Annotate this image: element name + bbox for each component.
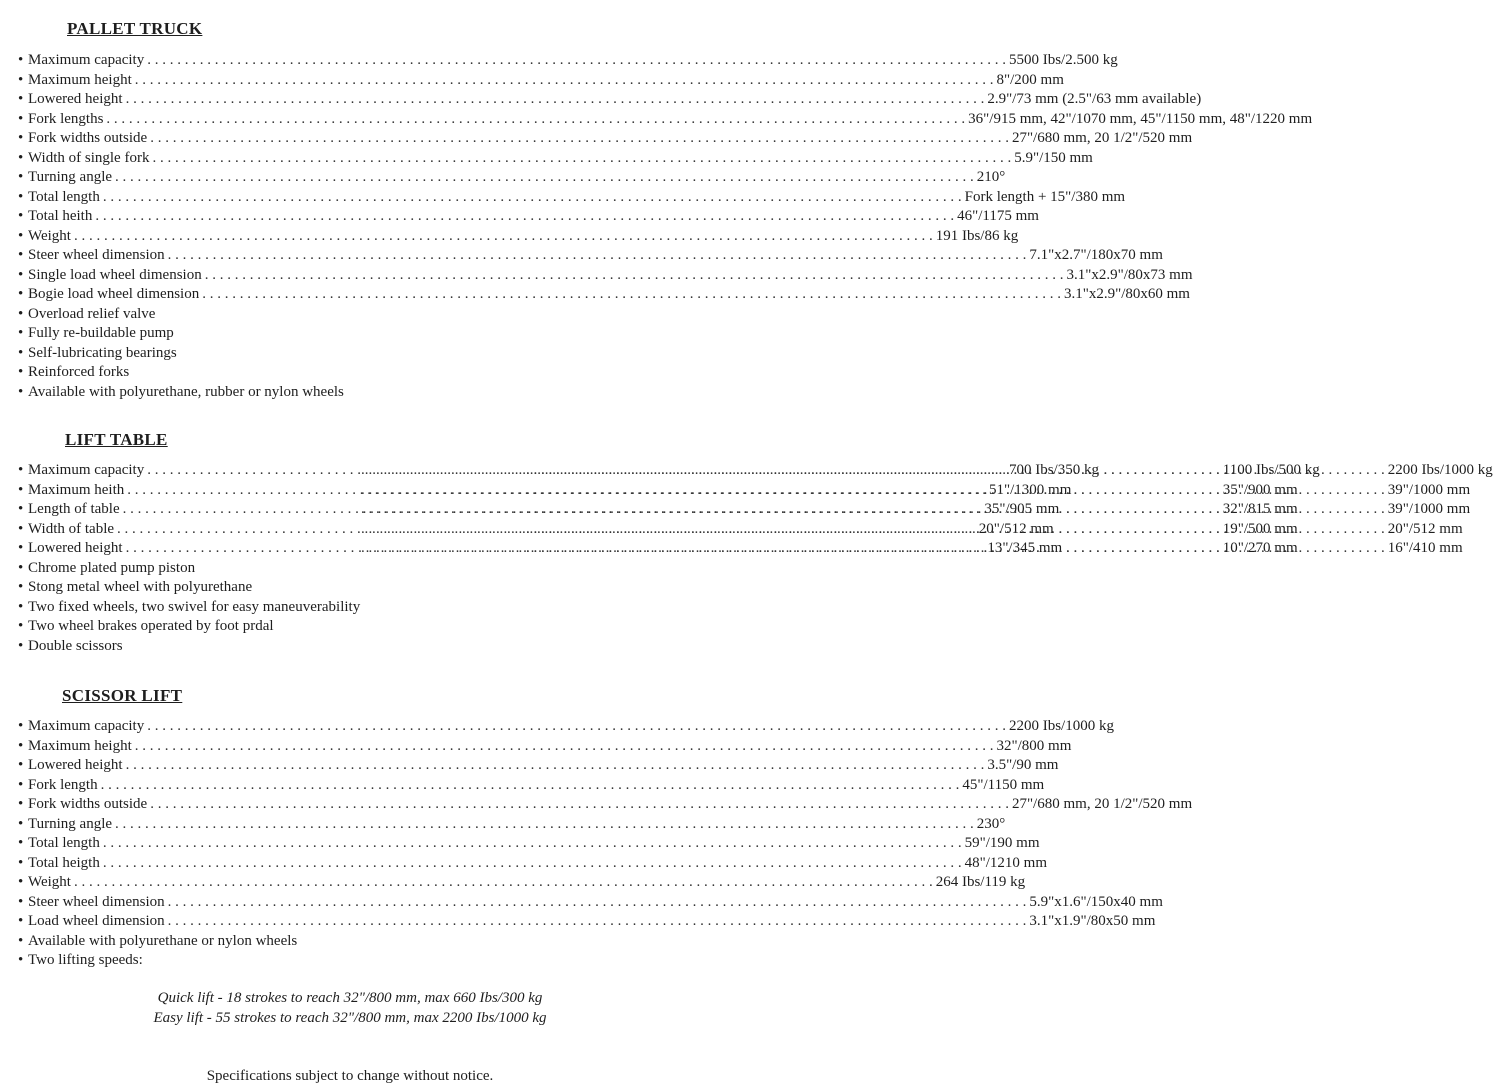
dot-leader xyxy=(202,285,1061,304)
spec-label: Total length xyxy=(28,189,100,205)
spec-row xyxy=(18,90,1202,109)
bullet: • xyxy=(18,560,24,576)
dot-leader xyxy=(168,246,1027,265)
feature-label: Reinforced forks xyxy=(28,364,130,380)
dot-leader xyxy=(135,737,994,756)
spec-cell xyxy=(523,500,1470,519)
dot-leader xyxy=(126,90,985,109)
bullet: • xyxy=(18,638,24,654)
spec-label: Width of table xyxy=(28,521,115,537)
bullet: • xyxy=(18,208,24,224)
spec-cell xyxy=(28,500,1060,519)
spec-value: 2200 Ibs/1000 kg xyxy=(1008,718,1114,734)
spec-value: 35"/905 mm xyxy=(984,501,1060,517)
dot-leader xyxy=(526,500,1385,519)
bullet: • xyxy=(18,540,24,556)
spec-row xyxy=(18,285,1190,304)
dot-leader xyxy=(126,756,985,775)
bullet: • xyxy=(18,482,24,498)
spec-row xyxy=(18,854,1047,873)
feature-label: Overload relief valve xyxy=(28,306,156,322)
spec-value: 32"/815 mm xyxy=(1222,501,1298,517)
spec-label: Maximum capacity xyxy=(28,52,145,68)
spec-value: 3.1"x2.9"/80x73 mm xyxy=(1066,267,1193,283)
spec-row xyxy=(18,873,1026,892)
dot-leader xyxy=(526,481,1385,500)
spec-row xyxy=(18,737,1072,756)
spec-label: Lowered height xyxy=(28,91,123,107)
feature-label: Two wheel brakes operated by foot prdal xyxy=(28,618,274,634)
dot-leader xyxy=(103,834,962,853)
spec-row xyxy=(18,795,1193,814)
feature-row xyxy=(18,305,680,324)
bullet: • xyxy=(18,618,24,634)
feature-label: Available with polyurethane or nylon wheels xyxy=(28,933,298,949)
feature-row xyxy=(18,344,680,363)
bullet: • xyxy=(18,874,24,890)
spec-value: 16"/410 mm xyxy=(1387,540,1463,556)
spec-cell xyxy=(28,481,1072,500)
spec-row xyxy=(18,815,1006,834)
dot-leader xyxy=(150,795,1009,814)
dot-leader xyxy=(150,129,1009,148)
spec-value: 3.1"x2.9"/80x60 mm xyxy=(1063,286,1190,302)
spec-label: Fork widths outside xyxy=(28,796,148,812)
spec-label: Steer wheel dimension xyxy=(28,894,165,910)
dot-leader xyxy=(205,266,1064,285)
scissor-lift-title: SCISSOR LIFT xyxy=(62,686,183,705)
bullet: • xyxy=(18,267,24,283)
spec-cell xyxy=(28,461,1099,480)
spec-label: Single load wheel dimension xyxy=(28,267,202,283)
dot-leader xyxy=(526,520,1385,539)
spec-cell xyxy=(523,461,1493,480)
spec-label: Lowered height xyxy=(28,757,123,773)
footer-disclaimer: Specifications subject to change without notice. xyxy=(206,1068,494,1084)
spec-label: Turning angle xyxy=(28,816,113,832)
feature-row xyxy=(18,598,680,617)
bullet: • xyxy=(18,933,24,949)
bullet: • xyxy=(18,835,24,851)
dot-leader xyxy=(526,539,1385,558)
spec-value: 19"/500 mm xyxy=(1222,521,1298,537)
feature-row xyxy=(18,578,680,597)
bullet: • xyxy=(18,150,24,166)
spec-row xyxy=(18,149,1093,168)
spec-value: 46"/1175 mm xyxy=(957,208,1039,224)
spec-value: 35"/900 mm xyxy=(1222,482,1298,498)
feature-row xyxy=(18,637,680,656)
spec-value: 45"/1150 mm xyxy=(962,777,1045,793)
dot-leader xyxy=(526,461,1385,480)
spec-value: 210° xyxy=(976,169,1006,185)
spec-value: 191 Ibs/86 kg xyxy=(935,228,1019,244)
bullet: • xyxy=(18,130,24,146)
spec-row xyxy=(18,912,1156,931)
dot-leader xyxy=(147,717,1006,736)
spec-row xyxy=(18,188,1126,207)
feature-row xyxy=(18,617,680,636)
spec-value: 32"/800 mm xyxy=(996,738,1072,754)
spec-row xyxy=(18,266,1193,285)
spec-value: 264 Ibs/119 kg xyxy=(935,874,1026,890)
feature-row xyxy=(18,932,680,951)
spec-value: 59"/190 mm xyxy=(964,835,1040,851)
dot-leader xyxy=(115,815,974,834)
spec-label: Fork lengths xyxy=(28,111,104,127)
bullet: • xyxy=(18,501,24,517)
spec-cell xyxy=(28,539,1063,558)
pallet-truck-title: PALLET TRUCK xyxy=(67,19,203,38)
spec-value: 48"/1210 mm xyxy=(964,855,1047,871)
dot-leader xyxy=(103,854,962,873)
spec-label: Lowered height xyxy=(28,540,123,556)
feature-label: Double scissors xyxy=(28,638,123,654)
spec-value: 3.1"x1.9"/80x50 mm xyxy=(1029,913,1156,929)
dot-leader xyxy=(103,188,962,207)
dot-leader xyxy=(74,873,933,892)
bullet: • xyxy=(18,777,24,793)
spec-value: 51"/1300 mm xyxy=(989,482,1072,498)
spec-value: 5500 Ibs/2.500 kg xyxy=(1008,52,1118,68)
spec-value: 39"/1000 mm xyxy=(1387,501,1471,517)
spec-value: 39"/1000 mm xyxy=(1387,482,1471,498)
spec-label: Maximum heith xyxy=(28,482,125,498)
spec-label: Length of table xyxy=(28,501,120,517)
spec-row xyxy=(18,129,1193,148)
feature-label: Stong metal wheel with polyurethane xyxy=(28,579,253,595)
spec-label: Steer wheel dimension xyxy=(28,247,165,263)
spec-label: Load wheel dimension xyxy=(28,913,165,929)
spec-value: 1100 Ibs/500 kg xyxy=(1222,462,1320,478)
spec-row xyxy=(18,227,1019,246)
spec-row xyxy=(18,539,1463,558)
bullet: • xyxy=(18,52,24,68)
bullet: • xyxy=(18,718,24,734)
bullet: • xyxy=(18,521,24,537)
bullet: • xyxy=(18,894,24,910)
bullet: • xyxy=(18,816,24,832)
spec-row xyxy=(18,834,1040,853)
spec-row xyxy=(18,71,1064,90)
feature-label: Available with polyurethane, rubber or nylon wheels xyxy=(28,384,344,400)
feature-label: Chrome plated pump piston xyxy=(28,560,196,576)
bullet: • xyxy=(18,599,24,615)
bullet: • xyxy=(18,364,24,380)
bullet: • xyxy=(18,306,24,322)
spec-value: 700 Ibs/350 kg xyxy=(1008,462,1099,478)
feature-row xyxy=(18,559,680,578)
spec-value: 13"/345 mm xyxy=(987,540,1063,556)
spec-row xyxy=(18,717,1114,736)
bullet: • xyxy=(18,169,24,185)
dot-leader xyxy=(106,110,965,129)
bullet: • xyxy=(18,228,24,244)
dot-leader xyxy=(152,149,1011,168)
lift-table-title: LIFT TABLE xyxy=(65,430,168,449)
feature-row xyxy=(18,324,680,343)
spec-value: 7.1"x2.7"/180x70 mm xyxy=(1029,247,1163,263)
bullet: • xyxy=(18,286,24,302)
dot-leader xyxy=(168,893,1027,912)
spec-label: Weight xyxy=(28,874,71,890)
spec-label: Total heith xyxy=(28,208,93,224)
spec-value: 20"/512 mm xyxy=(978,521,1054,537)
spec-cell xyxy=(28,520,1054,539)
spec-row xyxy=(18,776,1045,795)
spec-value: 10"/270 mm xyxy=(1222,540,1298,556)
bullet: • xyxy=(18,738,24,754)
spec-label: Maximum capacity xyxy=(28,718,145,734)
spec-row xyxy=(18,246,1163,265)
spec-row xyxy=(18,481,1471,500)
bullet: • xyxy=(18,913,24,929)
bullet: • xyxy=(18,579,24,595)
bullet: • xyxy=(18,91,24,107)
spec-value: 8"/200 mm xyxy=(996,72,1064,88)
spec-row xyxy=(18,110,1313,129)
dot-leader xyxy=(95,207,954,226)
dot-leader xyxy=(147,51,1006,70)
spec-label: Width of single fork xyxy=(28,150,150,166)
feature-row xyxy=(18,951,680,970)
spec-label: Maximum height xyxy=(28,72,132,88)
spec-value: 5.9"/150 mm xyxy=(1014,150,1093,166)
bullet: • xyxy=(18,247,24,263)
dot-leader xyxy=(101,776,960,795)
spec-label: Bogie load wheel dimension xyxy=(28,286,200,302)
feature-row xyxy=(18,363,680,382)
spec-value: 2.9"/73 mm (2.5"/63 mm available) xyxy=(987,91,1202,107)
spec-label: Weight xyxy=(28,228,71,244)
spec-cell xyxy=(523,520,1463,539)
spec-value: 27"/680 mm, 20 1/2"/520 mm xyxy=(1011,130,1193,146)
spec-label: Total length xyxy=(28,835,100,851)
spec-row xyxy=(18,51,1118,70)
spec-label: Fork length xyxy=(28,777,98,793)
bullet: • xyxy=(18,325,24,341)
spec-value: 5.9"x1.6"/150x40 mm xyxy=(1029,894,1163,910)
bullet: • xyxy=(18,384,24,400)
bullet: • xyxy=(18,345,24,361)
feature-label: Two lifting speeds: xyxy=(28,952,143,968)
spec-value: 230° xyxy=(976,816,1006,832)
quick-lift-note: Quick lift - 18 strokes to reach 32"/800 mm, max 660 Ibs/300 kg xyxy=(157,990,543,1006)
spec-value: 27"/680 mm, 20 1/2"/520 mm xyxy=(1011,796,1193,812)
spec-label: Maximum capacity xyxy=(28,462,145,478)
feature-label: Two fixed wheels, two swivel for easy maneuverability xyxy=(28,599,361,615)
bullet: • xyxy=(18,189,24,205)
bullet: • xyxy=(18,757,24,773)
spec-row xyxy=(18,893,1163,912)
bullet: • xyxy=(18,462,24,478)
dot-leader xyxy=(135,71,994,90)
spec-label: Total heigth xyxy=(28,855,100,871)
bullet: • xyxy=(18,952,24,968)
spec-label: Maximum height xyxy=(28,738,132,754)
feature-row xyxy=(18,383,680,402)
spec-row xyxy=(18,756,1059,775)
spec-value: 3.5"/90 mm xyxy=(987,757,1059,773)
spec-label: Turning angle xyxy=(28,169,113,185)
spec-value: Fork length + 15"/380 mm xyxy=(964,189,1126,205)
spec-label: Fork widths outside xyxy=(28,130,148,146)
dot-leader xyxy=(168,912,1027,931)
feature-label: Self-lubricating bearings xyxy=(28,345,177,361)
bullet: • xyxy=(18,111,24,127)
spec-value: 36"/915 mm, 42"/1070 mm, 45"/1150 mm, 48"/1220 mm xyxy=(968,111,1313,127)
spec-value: 2200 Ibs/1000 kg xyxy=(1387,462,1493,478)
spec-cell xyxy=(523,481,1470,500)
spec-row xyxy=(18,168,1006,187)
easy-lift-note: Easy lift - 55 strokes to reach 32"/800 mm, max 2200 Ibs/1000 kg xyxy=(153,1010,547,1026)
spec-value: 20"/512 mm xyxy=(1387,521,1463,537)
spec-row xyxy=(18,207,1039,226)
bullet: • xyxy=(18,796,24,812)
bullet: • xyxy=(18,72,24,88)
spec-row xyxy=(18,461,1493,480)
spec-row xyxy=(18,520,1463,539)
dot-leader xyxy=(74,227,933,246)
feature-label: Fully re-buildable pump xyxy=(28,325,174,341)
dot-leader xyxy=(115,168,974,187)
spec-row xyxy=(18,500,1471,519)
bullet: • xyxy=(18,855,24,871)
spec-cell xyxy=(523,539,1463,558)
